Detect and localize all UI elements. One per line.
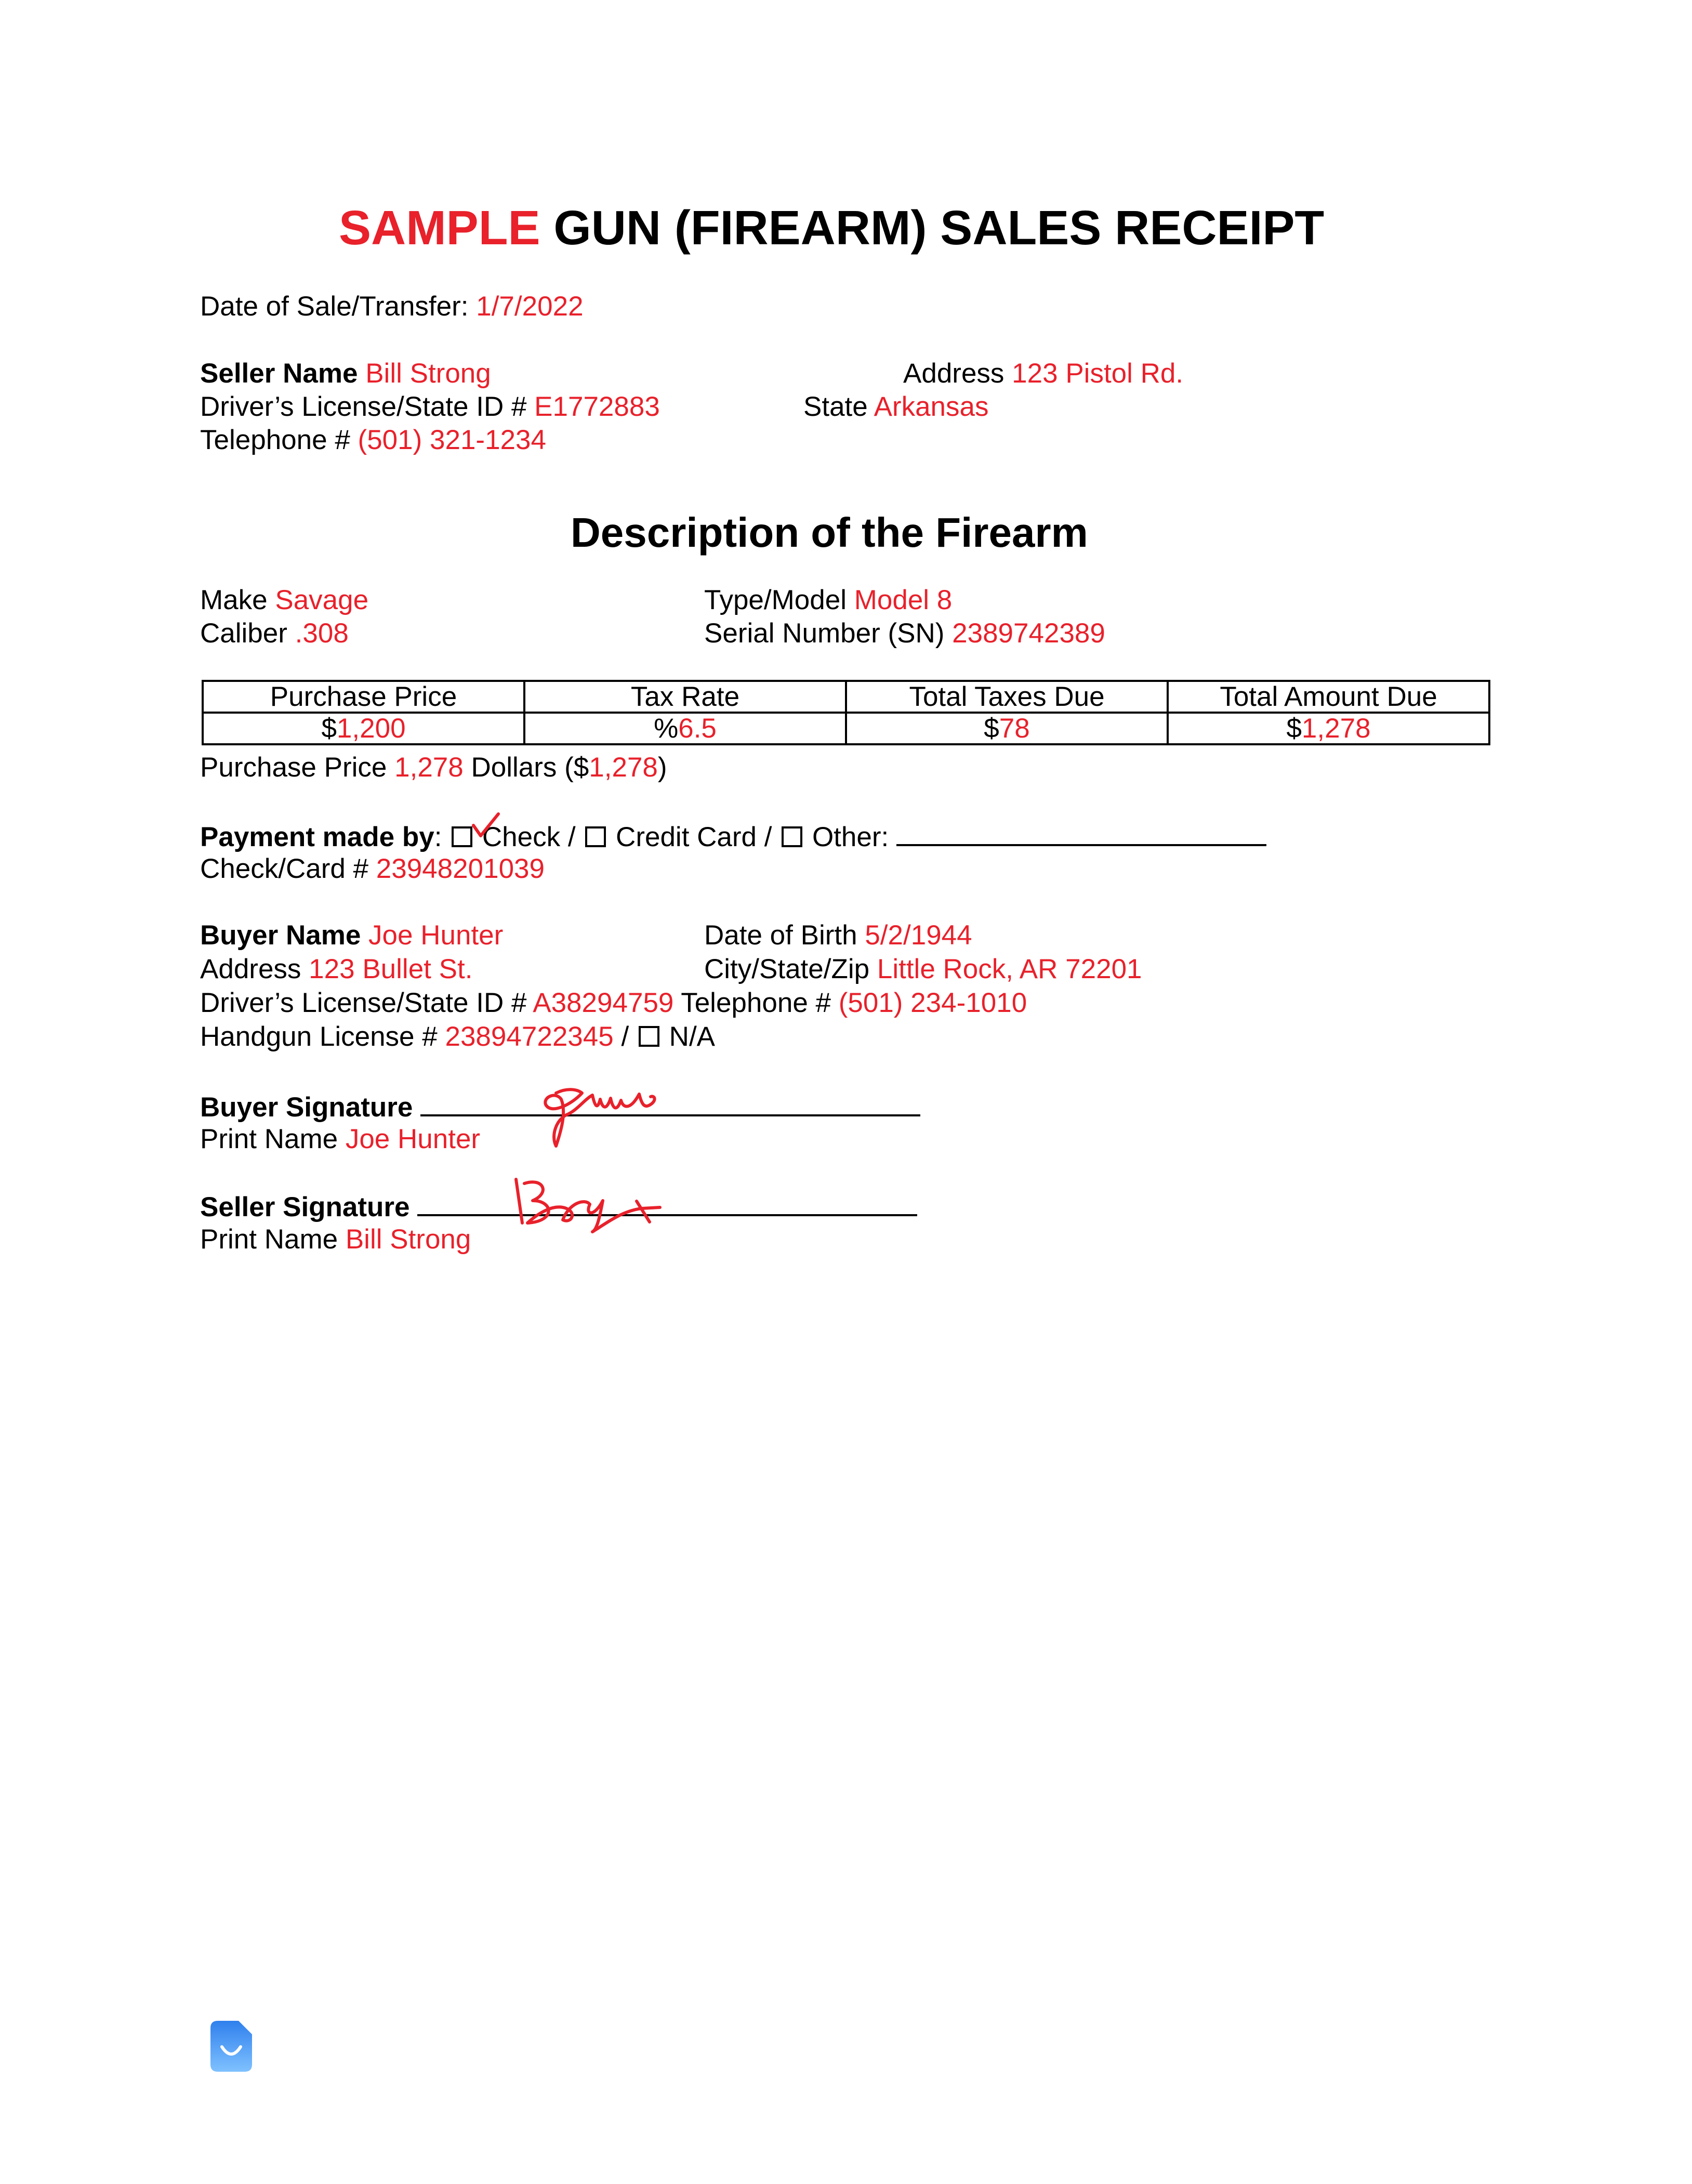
firearm-serial: Serial Number (SN) 2389742389 — [704, 618, 1105, 649]
other-blank-line[interactable] — [896, 821, 1266, 846]
seller-state: State Arkansas — [803, 391, 989, 422]
document-logo-icon — [210, 2021, 252, 2072]
red-checkmark-icon — [470, 812, 501, 843]
buyer-signature-field[interactable] — [420, 1091, 920, 1116]
table-cell: $1,200 — [203, 713, 524, 744]
buyer-name: Buyer Name Joe Hunter — [200, 920, 504, 951]
table-header: Total Amount Due — [1168, 681, 1489, 713]
buyer-license: Driver’s License/State ID # A38294759 Telephone # (501) 234-1010 — [200, 988, 1027, 1018]
firearm-model: Type/Model Model 8 — [704, 585, 953, 615]
table-header: Purchase Price — [203, 681, 524, 713]
table-cell: $78 — [846, 713, 1168, 744]
buyer-print-name: Print Name Joe Hunter — [200, 1124, 481, 1154]
seller-license: Driver’s License/State ID # E1772883 — [200, 391, 660, 422]
checkbox-check[interactable] — [452, 826, 472, 847]
table-cell: $1,278 — [1168, 713, 1489, 744]
date-of-sale: Date of Sale/Transfer: 1/7/2022 — [200, 291, 584, 322]
seller-name: Seller Name Bill Strong — [200, 358, 491, 389]
purchase-price-line: Purchase Price 1,278 Dollars ($1,278) — [200, 752, 667, 783]
buyer-dob: Date of Birth 5/2/1944 — [704, 920, 972, 951]
seller-address: Address 123 Pistol Rd. — [903, 358, 1184, 389]
title-text: GUN (FIREARM) SALES RECEIPT — [553, 201, 1325, 255]
checkbox-other[interactable] — [782, 826, 802, 847]
date-of-sale-value: 1/7/2022 — [476, 291, 584, 322]
firearm-heading: Description of the Firearm — [571, 509, 1088, 556]
payment-check-label: Check / — [482, 822, 576, 852]
buyer-signature-line: Buyer Signature — [200, 1091, 920, 1121]
payment-other-label: Other: — [812, 822, 889, 852]
check-card-number: Check/Card # 23948201039 — [200, 853, 545, 884]
page-title — [339, 201, 1325, 255]
payment-credit-label: Credit Card / — [616, 822, 772, 852]
checkbox-na[interactable] — [639, 1026, 659, 1047]
seller-signature-line: Seller Signature — [200, 1191, 917, 1221]
price-table-value-row — [203, 713, 1489, 744]
firearm-make: Make Savage — [200, 585, 369, 615]
seller-signature-icon — [507, 1172, 673, 1234]
buyer-address: Address 123 Bullet St. — [200, 954, 473, 984]
payment-line: Payment made by: Check / Credit Card / Other: — [200, 821, 1266, 851]
title-sample: SAMPLE — [339, 201, 540, 255]
seller-telephone: Telephone # (501) 321-1234 — [200, 425, 546, 455]
seller-print-name: Print Name Bill Strong — [200, 1224, 471, 1255]
table-header: Total Taxes Due — [846, 681, 1168, 713]
firearm-caliber: Caliber .308 — [200, 618, 349, 649]
table-cell: %6.5 — [524, 713, 846, 744]
buyer-handgun-license: Handgun License # 23894722345 / N/A — [200, 1021, 716, 1052]
table-header: Tax Rate — [524, 681, 846, 713]
buyer-signature-icon — [535, 1084, 670, 1151]
price-table — [202, 680, 1490, 745]
buyer-city: City/State/Zip Little Rock, AR 72201 — [704, 954, 1142, 984]
price-table-header-row — [203, 681, 1489, 713]
checkbox-credit-card[interactable] — [585, 826, 606, 847]
